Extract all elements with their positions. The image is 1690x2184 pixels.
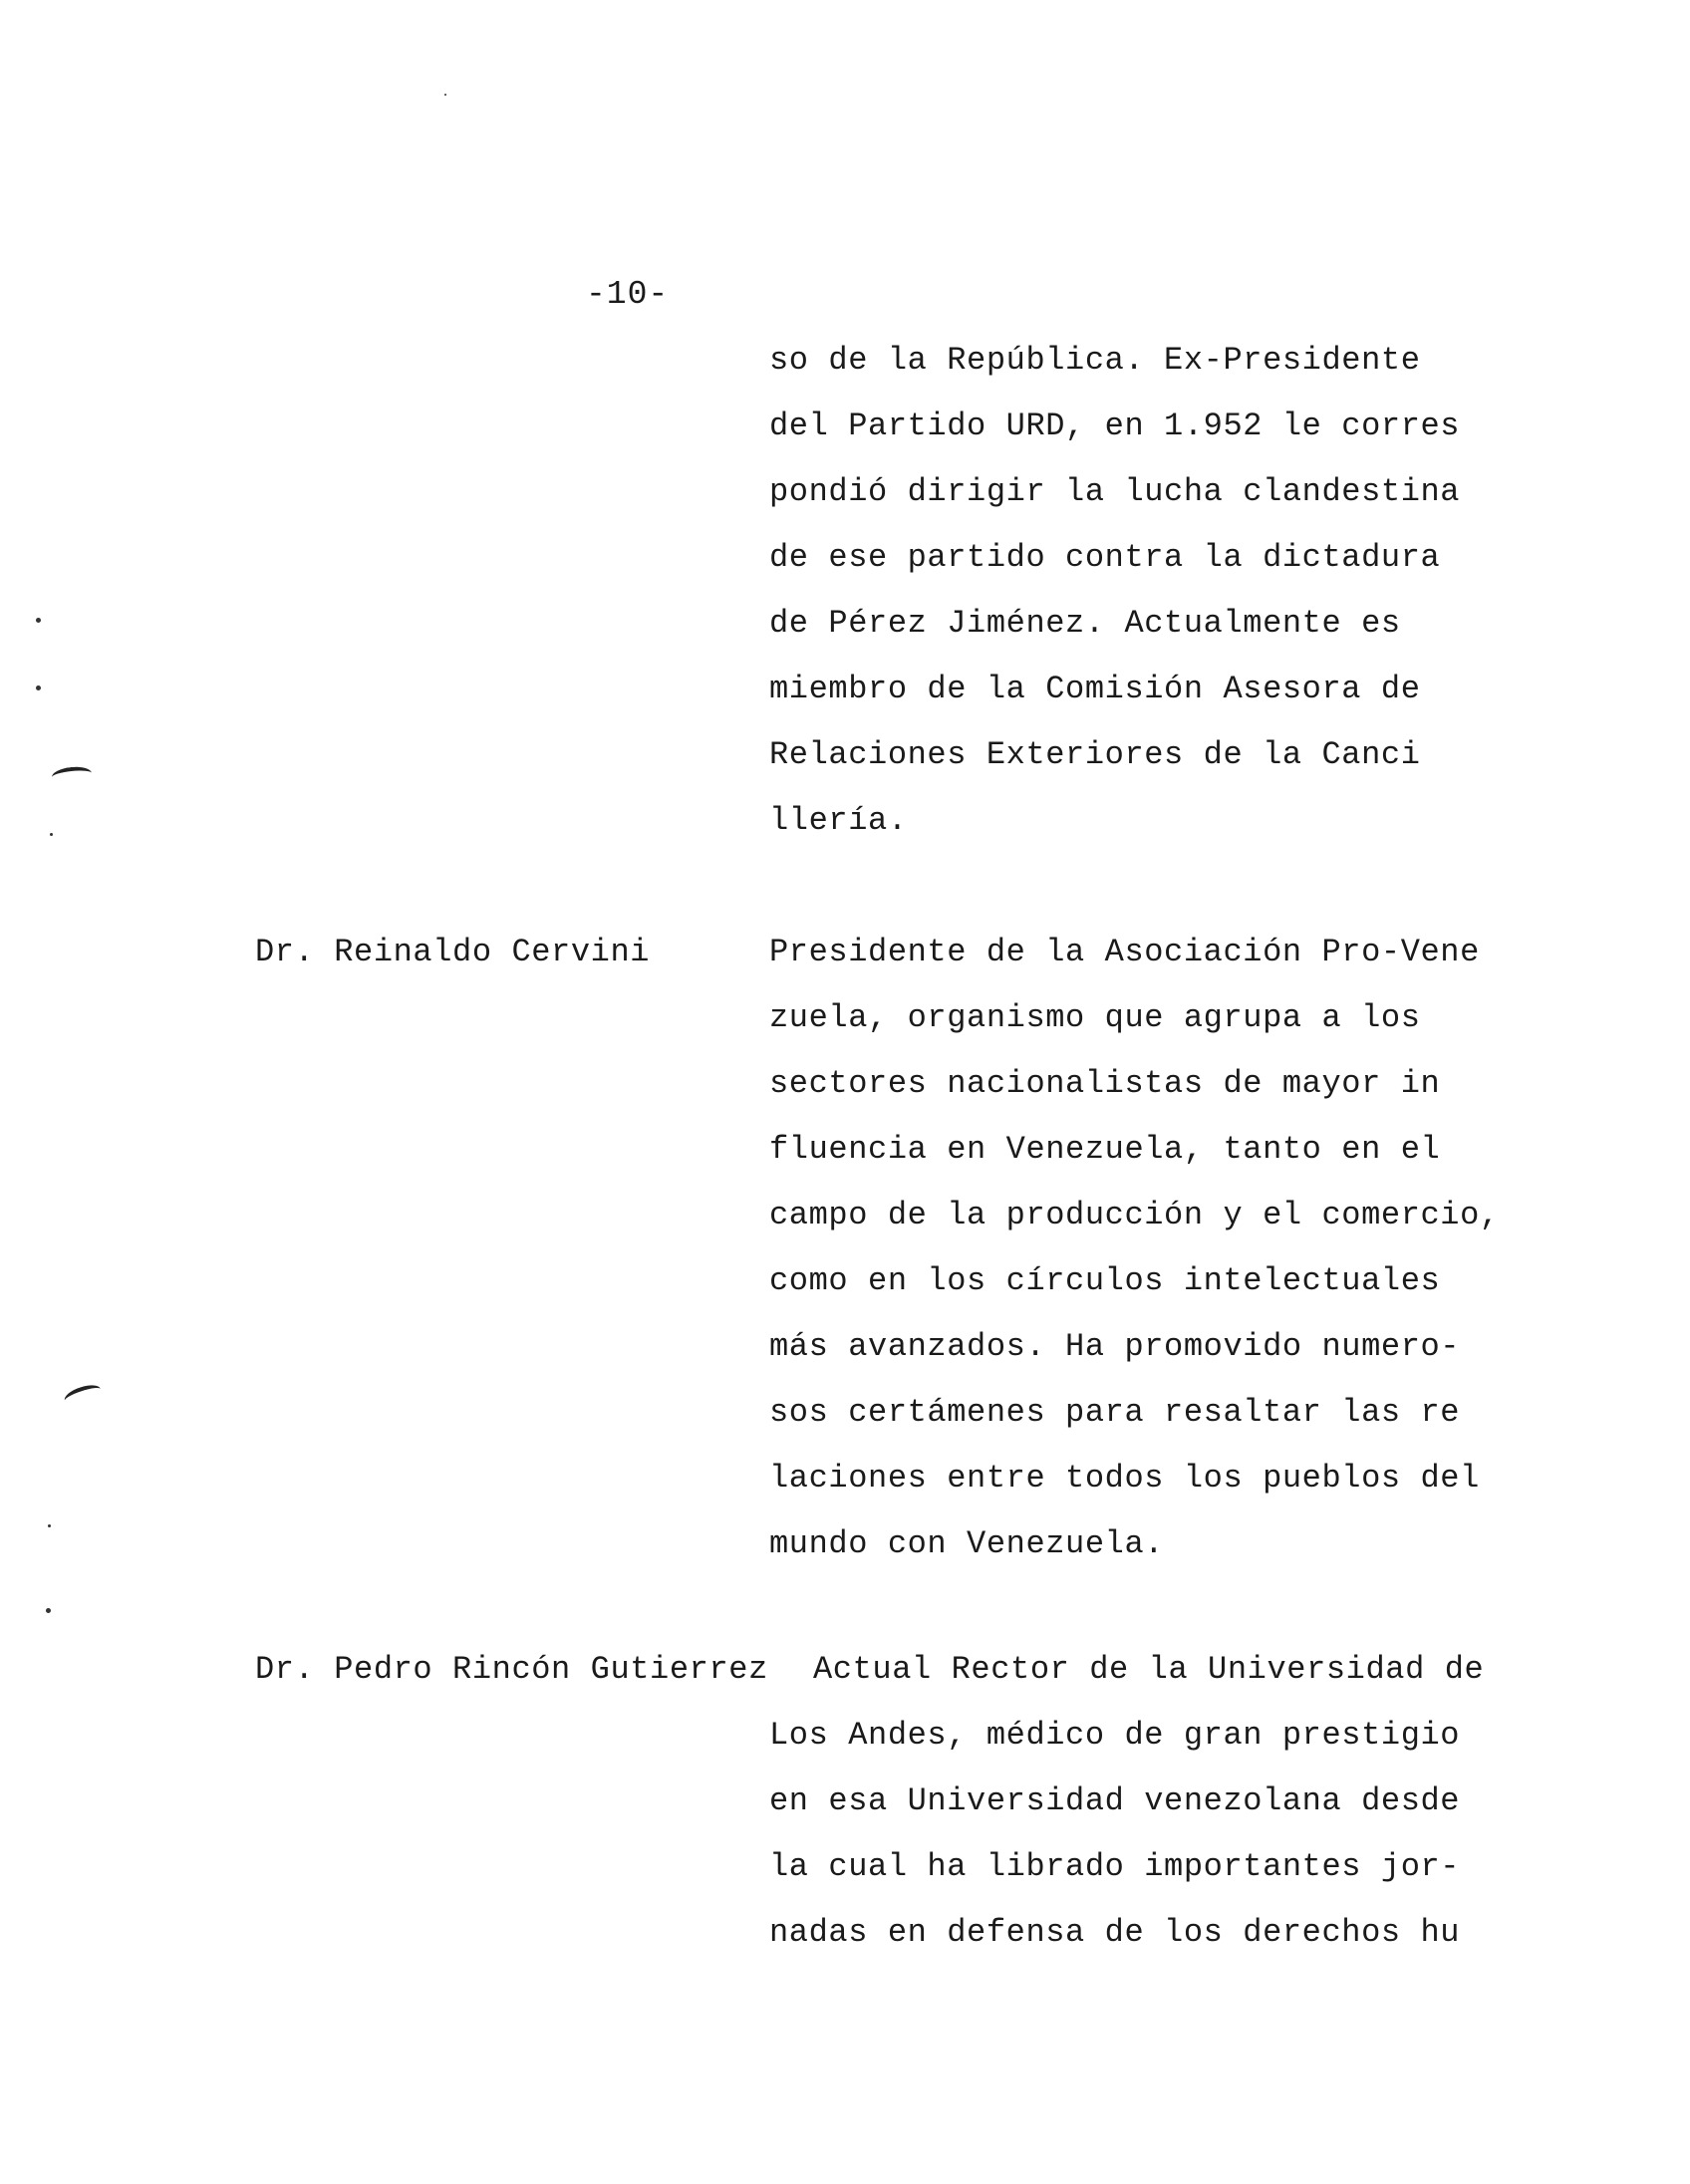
entry-description [769, 933, 1566, 1590]
scan-speck [36, 618, 41, 623]
description-line: Actual Rector de la Universidad de [813, 1651, 1485, 1688]
scan-speck [46, 1608, 51, 1613]
description-line: sectores nacionalistas de mayor in [769, 1065, 1441, 1102]
scan-speck [48, 1524, 51, 1527]
description-line: so de la República. Ex-Presidente [769, 342, 1421, 379]
description-line: pondió dirigir la lucha clandestina [769, 473, 1461, 510]
description-line: fluencia en Venezuela, tanto en el [769, 1131, 1441, 1168]
description-line: más avanzados. Ha promovido numero- [769, 1328, 1461, 1365]
description-line: campo de la producción y el comercio, [769, 1197, 1500, 1233]
description-line: de Pérez Jiménez. Actualmente es [769, 605, 1401, 642]
page-number: -10- [586, 276, 670, 313]
description-line: sos certámenes para resaltar las re [769, 1394, 1461, 1431]
description-line: mundo con Venezuela. [769, 1525, 1165, 1562]
scan-speck [50, 833, 53, 836]
description-line: de ese partido contra la dictadura [769, 539, 1441, 576]
description-line: Los Andes, médico de gran prestigio [769, 1717, 1461, 1754]
description-line: zuela, organismo que agrupa a los [769, 999, 1421, 1036]
description-line: del Partido URD, en 1.952 le corres [769, 408, 1461, 444]
description-line: nadas en defensa de los derechos hu [769, 1914, 1461, 1951]
entry-description [769, 341, 1566, 867]
description-line: en esa Universidad venezolana desde [769, 1782, 1461, 1819]
description-line: laciones entre todos los pueblos del [769, 1460, 1480, 1497]
entry-description [769, 1650, 1566, 1979]
scan-mark [62, 1382, 103, 1409]
scan-speck [36, 685, 41, 690]
scan-mark [51, 765, 92, 785]
scan-speck [444, 94, 446, 96]
person-name: Dr. Pedro Rincón Gutierrez [255, 1651, 768, 1688]
description-line: la cual ha librado importantes jor- [769, 1848, 1461, 1885]
description-line: miembro de la Comisión Asesora de [769, 671, 1421, 707]
description-line: como en los círculos intelectuales [769, 1262, 1441, 1299]
description-line: llería. [769, 802, 908, 839]
person-name: Dr. Reinaldo Cervini [255, 934, 651, 970]
description-line: Relaciones Exteriores de la Canci [769, 736, 1421, 773]
description-line: Presidente de la Asociación Pro-Vene [769, 934, 1480, 970]
